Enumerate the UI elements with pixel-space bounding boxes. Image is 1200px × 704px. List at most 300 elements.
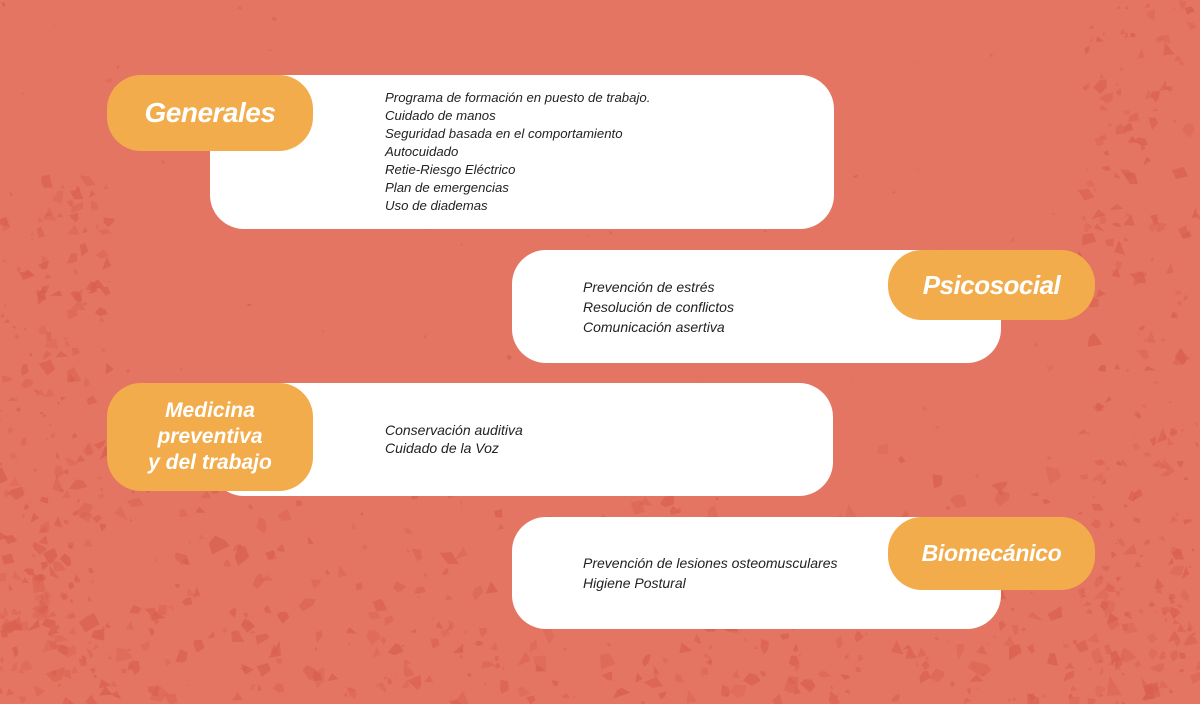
texture-fragment <box>348 642 351 645</box>
texture-fragment <box>1145 539 1151 545</box>
texture-fragment <box>70 189 84 199</box>
texture-fragment <box>1120 587 1124 590</box>
texture-fragment <box>1103 31 1105 37</box>
texture-fragment <box>1107 675 1122 695</box>
texture-fragment <box>1079 474 1088 480</box>
texture-fragment <box>175 584 180 589</box>
texture-fragment <box>2 375 13 382</box>
texture-fragment <box>38 216 43 223</box>
texture-fragment <box>898 456 905 464</box>
texture-fragment <box>946 506 951 510</box>
texture-fragment <box>42 619 56 629</box>
texture-fragment <box>20 438 26 446</box>
texture-fragment <box>1133 433 1136 436</box>
texture-fragment <box>63 520 68 525</box>
texture-fragment <box>164 694 177 704</box>
texture-fragment <box>1134 660 1141 668</box>
texture-fragment <box>1084 222 1093 233</box>
texture-fragment <box>248 504 254 510</box>
texture-fragment <box>54 516 63 528</box>
texture-fragment <box>105 623 110 628</box>
texture-fragment <box>244 612 248 618</box>
item-list-psicosocial <box>583 277 734 337</box>
texture-fragment <box>1146 331 1155 343</box>
texture-fragment <box>662 657 668 663</box>
texture-fragment <box>1045 467 1061 486</box>
texture-fragment <box>1144 366 1156 371</box>
texture-fragment <box>89 190 96 198</box>
texture-fragment <box>130 661 140 675</box>
texture-fragment <box>388 643 404 655</box>
texture-fragment <box>552 680 558 686</box>
texture-fragment <box>276 544 285 552</box>
texture-fragment <box>1149 602 1155 607</box>
texture-fragment <box>315 646 317 651</box>
texture-fragment <box>486 581 498 593</box>
texture-fragment <box>1094 223 1105 231</box>
texture-fragment <box>234 692 243 701</box>
texture-fragment <box>1132 443 1140 452</box>
texture-fragment <box>87 395 98 405</box>
texture-fragment <box>1180 590 1189 601</box>
texture-fragment <box>495 663 501 668</box>
texture-fragment <box>0 416 1 421</box>
list-item: Higiene Postural <box>583 575 686 591</box>
texture-fragment <box>454 691 470 704</box>
texture-fragment <box>7 427 13 435</box>
texture-fragment <box>52 191 63 204</box>
texture-fragment <box>447 620 455 630</box>
list-item: Resolución de conflictos <box>583 299 734 315</box>
texture-fragment <box>635 673 642 683</box>
texture-fragment <box>44 351 52 360</box>
texture-fragment <box>1042 693 1048 698</box>
texture-fragment <box>1141 146 1145 151</box>
section-title: Psicosocial <box>922 269 1061 300</box>
texture-fragment <box>686 690 697 704</box>
texture-fragment <box>412 549 422 561</box>
list-item: Conservación auditiva <box>385 422 523 438</box>
texture-fragment <box>1139 555 1143 558</box>
texture-fragment <box>401 645 406 647</box>
texture-fragment <box>1183 477 1188 480</box>
texture-fragment <box>1124 503 1128 508</box>
texture-fragment <box>1087 633 1100 643</box>
texture-fragment <box>1159 680 1169 689</box>
texture-fragment <box>34 686 45 697</box>
texture-fragment <box>1169 565 1184 575</box>
texture-fragment <box>388 678 393 684</box>
texture-fragment <box>730 685 747 698</box>
texture-fragment <box>573 696 575 698</box>
texture-fragment <box>1173 620 1181 625</box>
texture-fragment <box>1078 189 1095 201</box>
texture-fragment <box>1173 119 1176 123</box>
texture-fragment <box>169 606 171 609</box>
texture-fragment <box>1111 551 1116 559</box>
texture-fragment <box>373 599 388 612</box>
texture-fragment <box>187 588 195 596</box>
texture-fragment <box>1106 466 1110 471</box>
texture-fragment <box>1189 565 1192 568</box>
list-item: Cuidado de la Voz <box>385 440 499 456</box>
texture-fragment <box>818 671 832 677</box>
texture-fragment <box>1177 461 1185 468</box>
texture-fragment <box>117 66 120 69</box>
texture-fragment <box>1123 611 1131 619</box>
texture-fragment <box>1178 61 1184 66</box>
texture-fragment <box>494 509 502 518</box>
texture-fragment <box>1114 700 1119 704</box>
texture-fragment <box>1030 492 1039 496</box>
texture-fragment <box>1094 459 1105 466</box>
texture-fragment <box>1048 606 1063 621</box>
texture-fragment <box>272 17 278 21</box>
texture-fragment <box>1113 148 1116 149</box>
texture-fragment <box>1119 66 1124 73</box>
texture-fragment <box>9 584 13 591</box>
texture-fragment <box>38 325 48 334</box>
texture-fragment <box>602 671 613 681</box>
texture-fragment <box>101 348 107 352</box>
texture-fragment <box>299 598 317 611</box>
texture-fragment <box>654 671 660 677</box>
texture-fragment <box>1086 180 1096 187</box>
texture-fragment <box>1115 591 1120 598</box>
texture-fragment <box>24 568 35 575</box>
texture-fragment <box>91 629 104 641</box>
list-item: Prevención de lesiones osteomusculares <box>583 555 838 571</box>
texture-fragment <box>497 524 504 531</box>
texture-fragment <box>423 334 427 338</box>
texture-fragment <box>1028 612 1044 621</box>
texture-fragment <box>384 676 389 679</box>
texture-fragment <box>4 319 11 323</box>
texture-fragment <box>1145 2 1150 8</box>
texture-fragment <box>1086 168 1089 171</box>
texture-fragment <box>976 645 987 655</box>
texture-fragment <box>977 688 979 690</box>
texture-fragment <box>68 582 74 589</box>
texture-fragment <box>89 641 92 645</box>
texture-fragment <box>932 474 942 489</box>
texture-fragment <box>98 493 104 499</box>
texture-fragment <box>1082 233 1096 246</box>
texture-fragment <box>1182 124 1195 139</box>
texture-fragment <box>381 637 387 645</box>
texture-fragment <box>76 455 85 463</box>
texture-fragment <box>237 6 242 10</box>
texture-fragment <box>58 683 62 687</box>
texture-fragment <box>975 474 980 479</box>
texture-fragment <box>87 595 92 601</box>
texture-fragment <box>93 440 105 450</box>
texture-fragment <box>830 685 833 689</box>
texture-fragment <box>42 414 46 417</box>
texture-fragment <box>0 666 3 670</box>
texture-fragment <box>1047 365 1054 371</box>
texture-fragment <box>155 557 158 561</box>
texture-fragment <box>1148 117 1158 130</box>
texture-fragment <box>61 185 65 190</box>
texture-fragment <box>852 378 854 380</box>
texture-fragment <box>1133 411 1139 419</box>
texture-fragment <box>395 674 397 676</box>
texture-fragment <box>85 695 100 704</box>
texture-fragment <box>130 518 132 522</box>
texture-fragment <box>461 243 464 246</box>
texture-fragment <box>1144 337 1147 342</box>
texture-fragment <box>404 665 415 677</box>
list-item: Autocuidado <box>385 144 459 159</box>
texture-fragment <box>702 378 703 379</box>
texture-fragment <box>1153 109 1158 111</box>
texture-fragment <box>891 191 895 194</box>
texture-fragment <box>529 639 537 652</box>
texture-fragment <box>1184 636 1199 645</box>
texture-fragment <box>1141 405 1146 408</box>
texture-fragment <box>1138 608 1144 614</box>
texture-fragment <box>273 683 285 693</box>
texture-fragment <box>1077 429 1086 435</box>
texture-fragment <box>1089 83 1090 85</box>
texture-fragment <box>1120 29 1127 35</box>
texture-fragment <box>1051 212 1056 215</box>
texture-fragment <box>1011 625 1018 635</box>
texture-fragment <box>417 596 421 599</box>
texture-fragment <box>100 524 107 532</box>
texture-fragment <box>1009 644 1022 660</box>
texture-fragment <box>759 671 767 677</box>
texture-fragment <box>148 628 153 636</box>
texture-fragment <box>1174 7 1176 10</box>
texture-fragment <box>189 541 192 545</box>
list-item: Comunicación asertiva <box>583 319 725 335</box>
texture-fragment <box>431 638 440 649</box>
texture-fragment <box>852 175 857 178</box>
texture-fragment <box>1063 643 1069 648</box>
texture-fragment <box>12 570 22 581</box>
texture-fragment <box>956 643 964 660</box>
item-list-medicina-preventiva <box>385 421 523 457</box>
texture-fragment <box>175 552 191 565</box>
texture-fragment <box>67 253 77 263</box>
texture-fragment <box>40 411 44 414</box>
texture-fragment <box>1101 166 1111 171</box>
texture-fragment <box>947 640 950 643</box>
texture-fragment <box>4 304 7 308</box>
texture-fragment <box>21 364 29 376</box>
texture-fragment <box>916 661 919 666</box>
texture-fragment <box>175 649 187 662</box>
texture-fragment <box>700 668 708 676</box>
texture-fragment <box>858 655 864 662</box>
texture-fragment <box>877 443 888 454</box>
texture-fragment <box>1083 601 1093 606</box>
texture-fragment <box>1143 452 1151 457</box>
texture-fragment <box>1136 350 1149 359</box>
texture-fragment <box>1170 607 1180 619</box>
texture-fragment <box>108 281 111 283</box>
texture-fragment <box>1170 515 1178 523</box>
texture-fragment <box>829 691 841 704</box>
texture-fragment <box>356 582 363 590</box>
texture-fragment <box>1114 364 1120 370</box>
texture-fragment <box>277 509 292 521</box>
texture-fragment <box>1093 188 1096 192</box>
texture-fragment <box>1190 672 1200 684</box>
texture-fragment <box>1137 48 1144 59</box>
texture-fragment <box>1034 343 1039 347</box>
texture-fragment <box>1112 223 1122 227</box>
texture-fragment <box>311 579 321 588</box>
texture-fragment <box>45 437 49 440</box>
texture-fragment <box>68 541 74 548</box>
texture-fragment <box>361 544 367 549</box>
texture-fragment <box>12 646 19 657</box>
texture-fragment <box>111 691 121 699</box>
texture-fragment <box>54 466 64 479</box>
texture-fragment <box>43 206 56 220</box>
texture-fragment <box>679 643 692 654</box>
texture-fragment <box>65 340 70 347</box>
texture-fragment <box>161 160 165 164</box>
texture-fragment <box>702 653 710 659</box>
texture-fragment <box>660 495 674 508</box>
texture-fragment <box>1184 295 1189 302</box>
texture-fragment <box>1143 157 1151 165</box>
texture-fragment <box>396 242 397 244</box>
texture-fragment <box>1089 38 1092 42</box>
texture-fragment <box>1114 241 1125 256</box>
texture-fragment <box>207 631 215 638</box>
texture-fragment <box>10 191 13 196</box>
texture-fragment <box>296 500 303 506</box>
texture-fragment <box>9 476 20 486</box>
texture-fragment <box>1048 456 1052 460</box>
texture-fragment <box>562 647 567 651</box>
texture-fragment <box>1166 263 1174 274</box>
texture-fragment <box>1087 431 1090 434</box>
texture-fragment <box>1160 80 1167 91</box>
texture-fragment <box>1116 576 1121 582</box>
texture-fragment <box>165 659 171 667</box>
texture-fragment <box>2 258 7 262</box>
texture-fragment <box>8 487 25 501</box>
texture-fragment <box>1157 428 1168 443</box>
item-list-biomecanico <box>583 553 837 593</box>
texture-fragment <box>865 632 867 636</box>
texture-fragment <box>1088 668 1092 670</box>
texture-fragment <box>330 535 332 537</box>
texture-fragment <box>74 268 78 275</box>
texture-fragment <box>964 698 972 704</box>
texture-fragment <box>9 453 17 459</box>
texture-fragment <box>29 500 31 503</box>
texture-fragment <box>83 539 92 547</box>
texture-fragment <box>968 661 992 677</box>
texture-fragment <box>949 681 955 687</box>
texture-fragment <box>346 565 348 567</box>
texture-fragment <box>600 653 615 669</box>
texture-fragment <box>1093 495 1095 497</box>
texture-fragment <box>1031 592 1034 594</box>
texture-fragment <box>404 528 414 534</box>
texture-fragment <box>247 304 251 306</box>
texture-fragment <box>50 290 62 296</box>
texture-fragment <box>93 675 97 678</box>
texture-fragment <box>105 78 112 83</box>
texture-fragment <box>2 554 15 565</box>
texture-fragment <box>0 467 8 484</box>
texture-fragment <box>1117 538 1126 546</box>
texture-fragment <box>466 672 471 677</box>
texture-fragment <box>360 512 364 515</box>
texture-fragment <box>92 515 102 523</box>
texture-fragment <box>1156 223 1167 233</box>
texture-fragment <box>994 634 997 639</box>
texture-fragment <box>1099 667 1104 676</box>
texture-fragment <box>414 587 426 594</box>
texture-fragment <box>14 334 19 339</box>
texture-fragment <box>91 580 94 584</box>
texture-fragment <box>800 679 816 692</box>
texture-fragment <box>223 627 227 634</box>
texture-fragment <box>1183 519 1191 525</box>
texture-fragment <box>445 595 452 601</box>
texture-fragment <box>1100 73 1104 80</box>
texture-fragment <box>1192 548 1195 552</box>
list-item: Retie-Riesgo Eléctrico <box>385 162 516 177</box>
texture-fragment <box>34 469 37 472</box>
texture-fragment <box>180 368 182 370</box>
section-tag-medicina-preventiva <box>107 383 313 491</box>
texture-fragment <box>199 534 205 539</box>
texture-fragment <box>424 573 427 579</box>
texture-fragment <box>98 229 112 235</box>
texture-fragment <box>21 92 23 95</box>
texture-fragment <box>256 517 266 533</box>
texture-fragment <box>1133 517 1141 523</box>
texture-fragment <box>475 641 484 646</box>
texture-fragment <box>1082 215 1086 220</box>
texture-fragment <box>12 326 16 329</box>
texture-fragment <box>1122 624 1128 631</box>
texture-fragment <box>1170 428 1178 437</box>
texture-fragment <box>39 360 56 376</box>
texture-fragment <box>1089 25 1094 29</box>
texture-fragment <box>31 553 36 557</box>
texture-fragment <box>126 621 134 631</box>
texture-fragment <box>62 697 76 704</box>
texture-fragment <box>23 504 29 510</box>
texture-fragment <box>99 287 110 296</box>
section-tag-biomecanico <box>888 517 1095 590</box>
texture-fragment <box>18 696 26 703</box>
texture-fragment <box>1174 55 1182 61</box>
texture-fragment <box>1093 79 1107 94</box>
texture-fragment <box>1177 301 1182 305</box>
texture-fragment <box>53 25 55 27</box>
texture-fragment <box>31 231 35 236</box>
texture-fragment <box>479 628 488 638</box>
texture-fragment <box>31 238 34 240</box>
texture-fragment <box>79 175 95 186</box>
texture-fragment <box>760 639 769 654</box>
texture-fragment <box>129 605 142 614</box>
texture-fragment <box>411 629 416 633</box>
texture-fragment <box>346 627 357 634</box>
